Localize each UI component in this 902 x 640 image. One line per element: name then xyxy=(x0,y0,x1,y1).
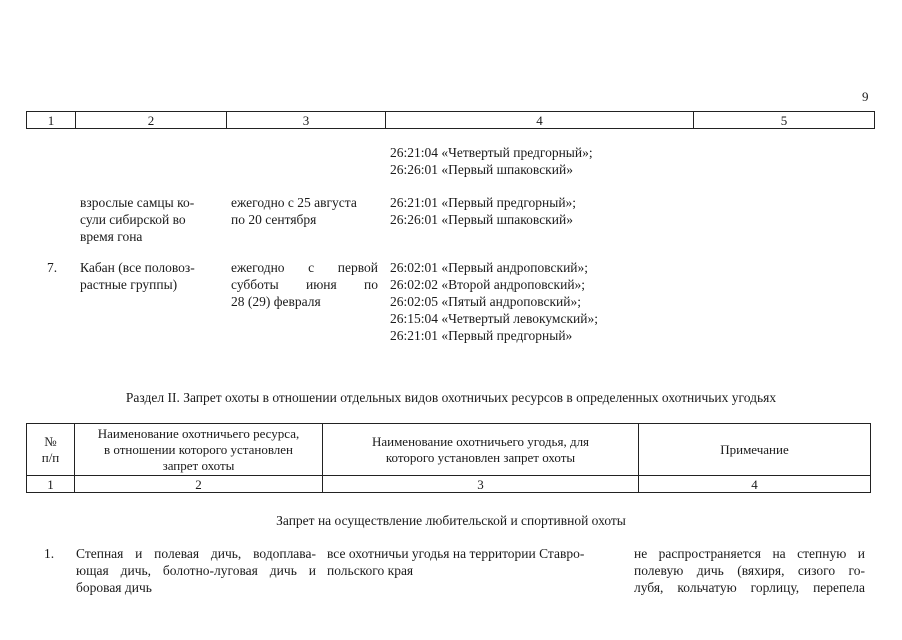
header-grounds xyxy=(323,424,639,476)
header-line: запрет охоты xyxy=(162,457,235,473)
row-number: 1. xyxy=(44,546,55,561)
resource-line: Кабан (все половоз- xyxy=(80,260,195,275)
resource-line: время гона xyxy=(80,229,143,244)
grounds-line: 26:21:01 «Первый предгорный» xyxy=(390,328,573,343)
note-line: лубя, кольчатую горлицу, перепела xyxy=(634,580,865,595)
column-number: 1 xyxy=(27,476,75,493)
row-note xyxy=(634,545,865,596)
header-resource xyxy=(75,424,323,476)
period-line: ежегодно с первой xyxy=(231,260,378,275)
grounds-line: 26:26:01 «Первый шпаковский» xyxy=(390,212,573,227)
column-number: 3 xyxy=(227,112,386,129)
grounds-line: 26:21:01 «Первый предгорный»; xyxy=(390,195,577,210)
resource-line: растные группы) xyxy=(80,277,178,292)
column-number: 2 xyxy=(75,476,323,493)
grounds-line: 26:26:01 «Первый шпаковский» xyxy=(390,162,573,177)
grounds-line: 26:15:04 «Четвертый левокумский»; xyxy=(390,311,598,326)
header-line: Наименование охотничьего угодья, для xyxy=(371,433,590,449)
header-line: Наименование охотничьего ресурса, xyxy=(97,425,300,441)
row-number: 7. xyxy=(47,260,58,275)
resource-line: ющая дичь, болотно-луговая дичь и xyxy=(76,563,316,578)
resource-line: Степная и полевая дичь, водоплава- xyxy=(76,546,316,561)
resource-line: боровая дичь xyxy=(76,580,152,595)
header-line: п/п xyxy=(41,449,60,465)
column-number: 1 xyxy=(27,112,76,129)
column-number: 2 xyxy=(76,112,227,129)
row-resource xyxy=(80,259,195,293)
grounds-line: 26:02:02 «Второй андроповский»; xyxy=(390,277,586,292)
row-grounds xyxy=(390,259,598,344)
header-line: Примечание xyxy=(720,441,789,457)
top-column-numbers-table xyxy=(26,111,875,129)
page-number: 9 xyxy=(862,89,869,104)
grounds-line: 26:02:05 «Пятый андроповский»; xyxy=(390,294,582,309)
header-line: № xyxy=(44,433,57,449)
note-line: полевую дичь (вяхиря, сизого го- xyxy=(634,563,865,578)
period-line: по 20 сентября xyxy=(231,212,317,227)
column-number: 3 xyxy=(323,476,639,493)
grounds-line: польского края xyxy=(327,563,414,578)
grounds-line: 26:21:04 «Четвертый предгорный»; xyxy=(390,145,593,160)
header-line: которого установлен запрет охоты xyxy=(385,449,576,465)
section-two-header-table xyxy=(26,423,871,493)
note-line: не распространяется на степную и xyxy=(634,546,865,561)
resource-line: сули сибирской во xyxy=(80,212,186,227)
period-line: субботы июня по xyxy=(231,277,378,292)
row-grounds xyxy=(390,194,576,228)
row-period xyxy=(231,194,378,228)
row-period xyxy=(231,259,378,310)
grounds-line: 26:02:01 «Первый андроповский»; xyxy=(390,260,589,275)
section-title: Раздел II. Запрет охоты в отношении отдельных видов охотничьих ресурсов в определенных охотничьих угодьях xyxy=(125,390,777,405)
column-number: 4 xyxy=(386,112,694,129)
subsection-title: Запрет на осуществление любительской и спортивной охоты xyxy=(276,513,626,528)
grounds-line: все охотничьи угодья на территории Ставро- xyxy=(327,546,585,561)
header-number xyxy=(27,424,75,476)
period-line: ежегодно с 25 августа xyxy=(231,195,357,210)
column-number: 5 xyxy=(694,112,875,129)
header-line: в отношении которого установлен xyxy=(103,441,294,457)
row-resource xyxy=(80,194,194,245)
continuation-grounds xyxy=(390,144,593,178)
row-grounds xyxy=(327,545,584,579)
header-note xyxy=(639,424,871,476)
row-resource xyxy=(76,545,316,596)
resource-line: взрослые самцы ко- xyxy=(80,195,195,210)
period-line: 28 (29) февраля xyxy=(231,294,321,309)
column-number: 4 xyxy=(639,476,871,493)
